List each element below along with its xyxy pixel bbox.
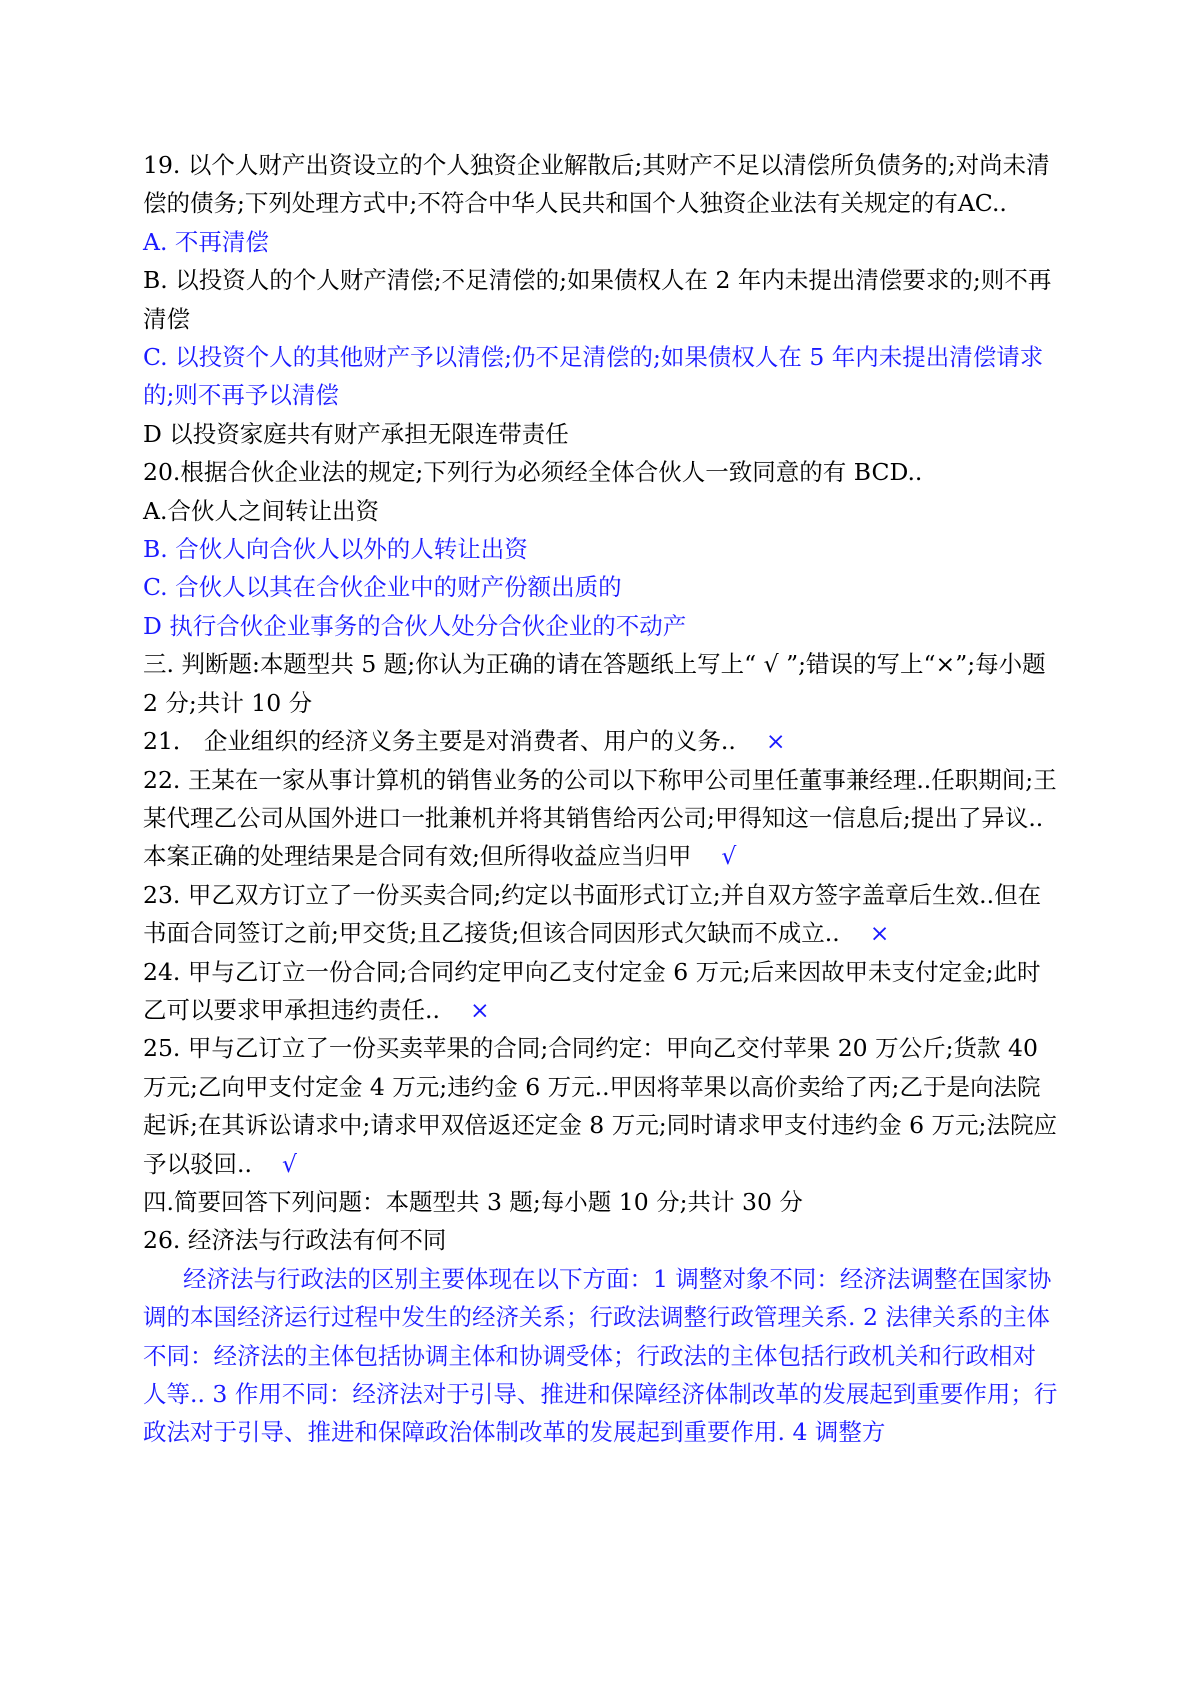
option-20-a: A.合伙人之间转让出资 (143, 496, 379, 525)
option-19-c: C. 以投资个人的其他财产予以清偿;仍不足清偿的;如果债权人在 5 年内未提出清偿请求的;则不再予以清偿 (143, 343, 1044, 410)
option-19-d: D 以投资家庭共有财产承担无限连带责任 (143, 419, 569, 448)
question-23: 23. 甲乙双方订立了一份买卖合同;约定以书面形式订立;并自双方签字盖章后生效..但在书面合同签订之前;甲交货;且乙接货;但该合同因形式欠缺而不成立.. × (143, 880, 1042, 948)
question-22: 22. 王某在一家从事计算机的销售业务的公司以下称甲公司里任董事兼经理..任职期间;王某代理乙公司从国外进口一批兼机并将其销售给丙公司;甲得知这一信息后;提出了异议..本案正确的处理结果是合同有效;但所得收益应当归甲 √ (143, 765, 1057, 871)
option-20-d: D 执行合伙企业事务的合伙人处分合伙企业的不动产 (143, 611, 687, 640)
answer-mark-23: × (869, 919, 890, 948)
answer-26: 经济法与行政法的区别主要体现在以下方面：1 调整对象不同：经济法调整在国家协调的本国经济运行过程中发生的经济关系；行政法调整行政管理关系. 2 法律关系的主体不同：经济法的主体包括协调主体和协调受体；行政法的主体包括行政机关和行政相对人等.. 3 作用不同：经济法对于引导、推进和保障经济体制改革的发展起到重要作用；行政法对于引导、推进和保障政治体制改革的发展起到重要作用. 4 调整方 (143, 1264, 1058, 1447)
answer-mark-25: √ (281, 1149, 297, 1178)
question-20: 20.根据合伙企业法的规定;下列行为必须经全体合伙人一致同意的有 BCD.. (143, 458, 923, 487)
answer-mark-22: √ (721, 842, 737, 871)
section-3-heading: 三. 判断题:本题型共 5 题;你认为正确的请在答题纸上写上“ √ ”;错误的写上“×”;每小题 2 分;共计 10 分 (143, 650, 1046, 717)
section-4-heading: 四.简要回答下列问题：本题型共 3 题;每小题 10 分;共计 30 分 (143, 1187, 803, 1216)
option-19-b: B. 以投资人的个人财产清偿;不足清偿的;如果债权人在 2 年内未提出清偿要求的;则不再清偿 (143, 266, 1052, 333)
question-19: 19. 以个人财产出资设立的个人独资企业解散后;其财产不足以清偿所负债务的;对尚未清偿的债务;下列处理方式中;不符合中华人民共和国个人独资企业法有关规定的有AC.. (143, 151, 1050, 218)
option-20-c: C. 合伙人以其在合伙企业中的财产份额出质的 (143, 573, 622, 602)
option-19-a: A. 不再清偿 (143, 227, 269, 256)
question-24: 24. 甲与乙订立一份合同;合同约定甲向乙支付定金 6 万元;后来因故甲未支付定金;此时乙可以要求甲承担违约责任.. × (143, 957, 1041, 1024)
answer-mark-24: × (469, 995, 490, 1024)
question-25: 25. 甲与乙订立了一份买卖苹果的合同;合同约定：甲向乙交付苹果 20 万公斤;货款 40 万元;乙向甲支付定金 4 万元;违约金 6 万元..甲因将苹果以高价卖给了丙;乙于是向法院起诉;在其诉讼请求中;请求甲双倍返还定金 8 万元;同时请求甲支付违约金 6 万元;法院应予以驳回.. √ (143, 1034, 1057, 1178)
question-21: 21． 企业组织的经济义务主要是对消费者、用户的义务.. × (143, 727, 786, 756)
document-page (143, 146, 1058, 1452)
question-26: 26. 经济法与行政法有何不同 (143, 1226, 447, 1255)
answer-mark-21: × (765, 727, 786, 756)
option-20-b: B. 合伙人向合伙人以外的人转让出资 (143, 535, 528, 564)
